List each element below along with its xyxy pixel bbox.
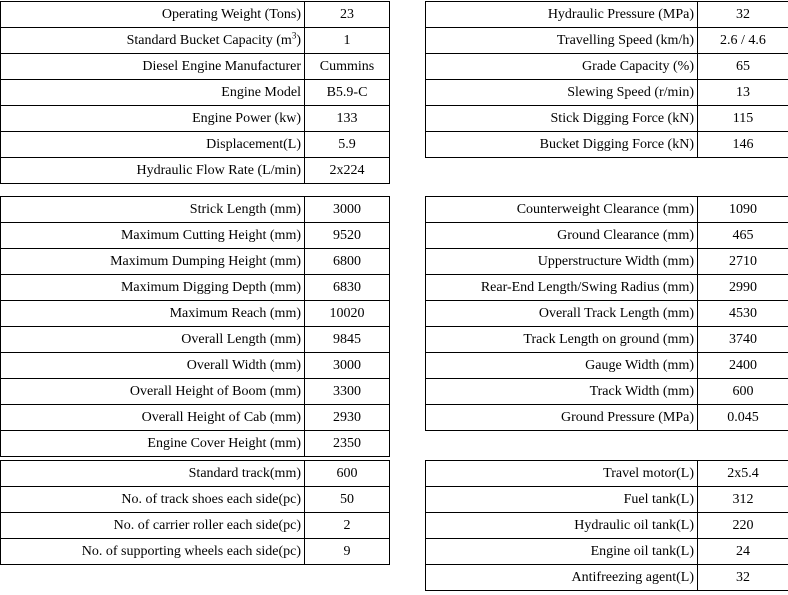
spec-label: Gauge Width (mm) [426, 353, 698, 379]
table-row [426, 327, 788, 353]
spec-label: Slewing Speed (r/min) [426, 80, 698, 106]
capacities-table [425, 460, 788, 591]
spec-value: 3740 [698, 327, 788, 353]
spec-value: 0.045 [698, 405, 788, 431]
table-row [426, 565, 788, 591]
spec-value: B5.9-C [305, 80, 390, 106]
spec-value: 10020 [305, 301, 390, 327]
spec-value: 600 [698, 379, 788, 405]
spec-label: Upperstructure Width (mm) [426, 249, 698, 275]
spec-value: 146 [698, 132, 788, 158]
table-row [1, 431, 390, 457]
spec-value: 2990 [698, 275, 788, 301]
spec-label: Maximum Digging Depth (mm) [1, 275, 305, 301]
table-row [1, 487, 390, 513]
table-row [426, 54, 788, 80]
spec-label: Track Length on ground (mm) [426, 327, 698, 353]
spec-label: Travelling Speed (km/h) [426, 28, 698, 54]
spec-label: No. of carrier roller each side(pc) [1, 513, 305, 539]
table-row [426, 132, 788, 158]
dimensions-table [425, 196, 788, 431]
spec-value: 9520 [305, 223, 390, 249]
spec-label: Antifreezing agent(L) [426, 565, 698, 591]
spec-value: 32 [698, 2, 788, 28]
table-row [426, 379, 788, 405]
spec-label: Engine Cover Height (mm) [1, 431, 305, 457]
spec-label-suffix: ) [296, 32, 301, 48]
spec-label: Diesel Engine Manufacturer [1, 54, 305, 80]
spec-value: 2400 [698, 353, 788, 379]
spec-value: 2350 [305, 431, 390, 457]
spec-label: Stick Digging Force (kN) [426, 106, 698, 132]
spec-label: Track Width (mm) [426, 379, 698, 405]
spec-label: Overall Width (mm) [1, 353, 305, 379]
performance-specs-table [425, 1, 788, 158]
spec-label: Engine Power (kw) [1, 106, 305, 132]
table-row [426, 2, 788, 28]
spec-label: Engine Model [1, 80, 305, 106]
table-row [1, 28, 390, 54]
table-row [426, 405, 788, 431]
spec-value: 6830 [305, 275, 390, 301]
table-row [1, 461, 390, 487]
table-row [426, 223, 788, 249]
table-row [1, 2, 390, 28]
spec-value: 1090 [698, 197, 788, 223]
spec-value: 600 [305, 461, 390, 487]
table-row [426, 197, 788, 223]
spec-value: 3300 [305, 379, 390, 405]
spec-label: Standard track(mm) [1, 461, 305, 487]
table-row [1, 539, 390, 565]
spec-label: Fuel tank(L) [426, 487, 698, 513]
spec-value: 4530 [698, 301, 788, 327]
table-row [426, 487, 788, 513]
table-row [1, 54, 390, 80]
spec-label: Bucket Digging Force (kN) [426, 132, 698, 158]
spec-label: Overall Height of Cab (mm) [1, 405, 305, 431]
table-row [1, 223, 390, 249]
table-row [1, 197, 390, 223]
spec-value: 2x224 [305, 158, 390, 184]
table-row [426, 539, 788, 565]
spec-value: Cummins [305, 54, 390, 80]
table-row [426, 28, 788, 54]
spec-value: 65 [698, 54, 788, 80]
table-row [426, 249, 788, 275]
spec-label: Strick Length (mm) [1, 197, 305, 223]
table-row [1, 405, 390, 431]
spec-value: 50 [305, 487, 390, 513]
spec-label: No. of supporting wheels each side(pc) [1, 539, 305, 565]
working-range-table [0, 196, 390, 457]
spec-label [1, 28, 305, 54]
table-row [426, 353, 788, 379]
table-row [1, 513, 390, 539]
table-row [1, 275, 390, 301]
spec-label: Rear-End Length/Swing Radius (mm) [426, 275, 698, 301]
spec-label: Hydraulic Flow Rate (L/min) [1, 158, 305, 184]
basic-specs-table [0, 1, 390, 184]
table-row [1, 249, 390, 275]
table-row [1, 158, 390, 184]
spec-label: Ground Pressure (MPa) [426, 405, 698, 431]
spec-label: Travel motor(L) [426, 461, 698, 487]
spec-value: 5.9 [305, 132, 390, 158]
table-row [1, 106, 390, 132]
table-row [1, 353, 390, 379]
spec-label-text: Standard Bucket Capacity (m [126, 32, 292, 48]
spec-label: Hydraulic Pressure (MPa) [426, 2, 698, 28]
spec-label: Displacement(L) [1, 132, 305, 158]
spec-value: 9845 [305, 327, 390, 353]
spec-value: 2x5.4 [698, 461, 788, 487]
table-row [426, 80, 788, 106]
spec-label: No. of track shoes each side(pc) [1, 487, 305, 513]
table-row [426, 106, 788, 132]
spec-value: 115 [698, 106, 788, 132]
spec-label: Hydraulic oil tank(L) [426, 513, 698, 539]
spec-value: 3000 [305, 197, 390, 223]
spec-label: Maximum Dumping Height (mm) [1, 249, 305, 275]
spec-label: Overall Length (mm) [1, 327, 305, 353]
table-row [426, 461, 788, 487]
spec-value: 13 [698, 80, 788, 106]
table-row [1, 301, 390, 327]
spec-value: 32 [698, 565, 788, 591]
spec-label: Maximum Cutting Height (mm) [1, 223, 305, 249]
spec-value: 1 [305, 28, 390, 54]
spec-label: Grade Capacity (%) [426, 54, 698, 80]
spec-label: Counterweight Clearance (mm) [426, 197, 698, 223]
spec-label: Overall Track Length (mm) [426, 301, 698, 327]
spec-label: Operating Weight (Tons) [1, 2, 305, 28]
spec-value: 2710 [698, 249, 788, 275]
spec-label-superscript: 3 [291, 29, 297, 40]
spec-value: 2 [305, 513, 390, 539]
undercarriage-table [0, 460, 390, 565]
spec-label: Overall Height of Boom (mm) [1, 379, 305, 405]
spec-value: 312 [698, 487, 788, 513]
table-row [1, 132, 390, 158]
spec-label: Ground Clearance (mm) [426, 223, 698, 249]
table-row [1, 327, 390, 353]
spec-value: 9 [305, 539, 390, 565]
spec-label: Maximum Reach (mm) [1, 301, 305, 327]
table-row [1, 80, 390, 106]
spec-value: 465 [698, 223, 788, 249]
spec-value: 3000 [305, 353, 390, 379]
table-row [1, 379, 390, 405]
table-row [426, 513, 788, 539]
spec-label: Engine oil tank(L) [426, 539, 698, 565]
spec-value: 24 [698, 539, 788, 565]
table-row [426, 275, 788, 301]
spec-value: 133 [305, 106, 390, 132]
spec-value: 2.6 / 4.6 [698, 28, 788, 54]
table-row [426, 301, 788, 327]
spec-value: 220 [698, 513, 788, 539]
spec-value: 2930 [305, 405, 390, 431]
spec-value: 23 [305, 2, 390, 28]
spec-value: 6800 [305, 249, 390, 275]
